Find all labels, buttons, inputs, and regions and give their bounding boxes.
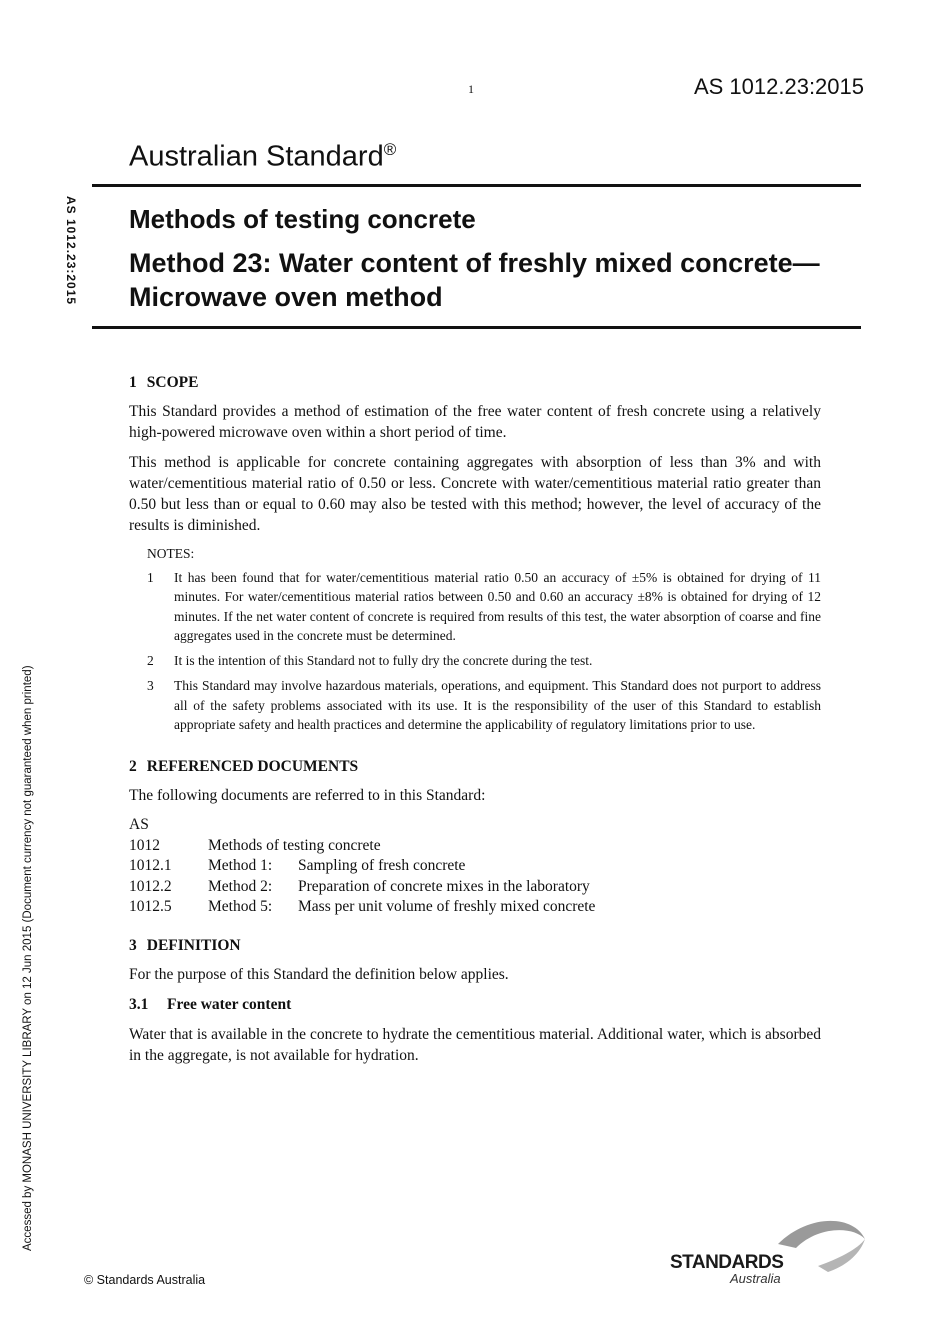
definition-intro: For the purpose of this Standard the definition below applies. [129, 965, 509, 983]
subsection-number: 3.1 [129, 995, 149, 1013]
note-text: This Standard may involve hazardous materials, operations, and equipment. This Standard does not purport to address all of the safety problems associated with its use. It is the responsibility of the user of this Standard to establish appropriate safety and health practices and determine the applicability of regulatory limitations prior to use. [174, 678, 821, 733]
section-heading-references [129, 756, 821, 777]
standard-code: AS 1012.23:2015 [693, 74, 864, 99]
section-number: 3 [129, 936, 137, 954]
section-heading-definition [129, 935, 821, 956]
reference-method: Method 5: [208, 898, 273, 916]
reference-group-label: AS [129, 816, 149, 834]
logo-swoosh-icon [778, 1221, 865, 1248]
bottom-rule [92, 326, 861, 329]
logo-swoosh-icon [818, 1239, 865, 1272]
logo-subtitle: Australia [730, 1271, 781, 1286]
section-number: 1 [129, 374, 137, 391]
section-heading-scope [129, 372, 821, 393]
reference-title: Sampling of fresh concrete [298, 857, 466, 875]
publication-label-text: Australian Standard [129, 140, 384, 173]
reference-row [129, 897, 821, 918]
reference-title: Methods of testing concrete [208, 836, 381, 854]
note-text: It has been found that for water/cementitious material ratio 0.50 an accuracy of ±5% is obtained for drying of 11 minutes. For water/cementitious material ratios between 0.50 and 0.60 an accuracy ±8% is obtained for drying of 12 minutes. If the net water content of concrete is required from results of this test, the water absorption of coarse and fine aggregates used in the concrete must be determined. [174, 570, 821, 643]
page-number: 1 [468, 82, 474, 96]
access-note: Accessed by MONASH UNIVERSITY LIBRARY on 12 Jun 2015 (Document currency not guaranteed when printed) [22, 665, 34, 1251]
note-item [147, 676, 821, 734]
section-title: DEFINITION [146, 936, 241, 954]
reference-code: 1012.1 [129, 857, 172, 875]
scope-paragraph-1: This Standard provides a method of estimation of the free water content of fresh concrete using a relatively high-powered microwave oven within a short period of time. [129, 403, 821, 441]
references-intro: The following documents are referred to in this Standard: [129, 787, 486, 805]
section-number: 2 [129, 758, 137, 776]
note-number: 3 [147, 678, 154, 694]
definition-text: Water that is available in the concrete to hydrate the cementitious material. Additional water, which is absorbed in the aggregate, is not available for hydration. [129, 1025, 821, 1064]
reference-code: 1012.5 [129, 898, 172, 916]
reference-code: 1012 [129, 836, 160, 854]
reference-method: Method 2: [208, 877, 273, 895]
scope-paragraph-2: This method is applicable for concrete containing aggregates with absorption of less than 3% and with water/cementitious material ratio of 0.50 or less. Concrete with water/cementitious material ratio greater than 0.50 but less than or equal to 0.60 may also be tested with this method; however, the level of accuracy of the results is diminished. [129, 454, 821, 534]
top-rule [92, 184, 861, 187]
reference-row [129, 856, 821, 877]
copyright-notice: © Standards Australia [84, 1273, 206, 1287]
document-body [129, 372, 821, 1075]
reference-title: Mass per unit volume of freshly mixed concrete [298, 898, 596, 916]
note-text: It is the intention of this Standard not to fully dry the concrete during the test. [174, 653, 593, 669]
reference-title: Preparation of concrete mixes in the laboratory [298, 877, 590, 895]
note-item [147, 568, 821, 645]
document-subtitle: Method 23: Water content of freshly mixed concrete—Microwave oven method [129, 248, 820, 312]
reference-list [129, 815, 821, 918]
note-item [147, 651, 821, 670]
publication-label [129, 140, 396, 174]
document-title: Methods of testing concrete [129, 204, 476, 234]
note-number: 1 [147, 570, 154, 585]
notes-label: NOTES: [147, 546, 195, 561]
note-number: 2 [147, 653, 154, 669]
registered-mark: ® [383, 140, 397, 159]
reference-row [129, 836, 821, 857]
spine-code: AS 1012.23:2015 [64, 196, 78, 306]
subsection-heading [129, 994, 821, 1015]
reference-code: 1012.2 [129, 877, 172, 895]
logo-wordmark: STANDARDS [670, 1252, 784, 1273]
section-title: REFERENCED DOCUMENTS [146, 758, 359, 776]
reference-row [129, 877, 821, 898]
reference-method: Method 1: [208, 857, 273, 875]
section-title: SCOPE [146, 374, 199, 391]
subsection-title: Free water content [167, 995, 292, 1013]
